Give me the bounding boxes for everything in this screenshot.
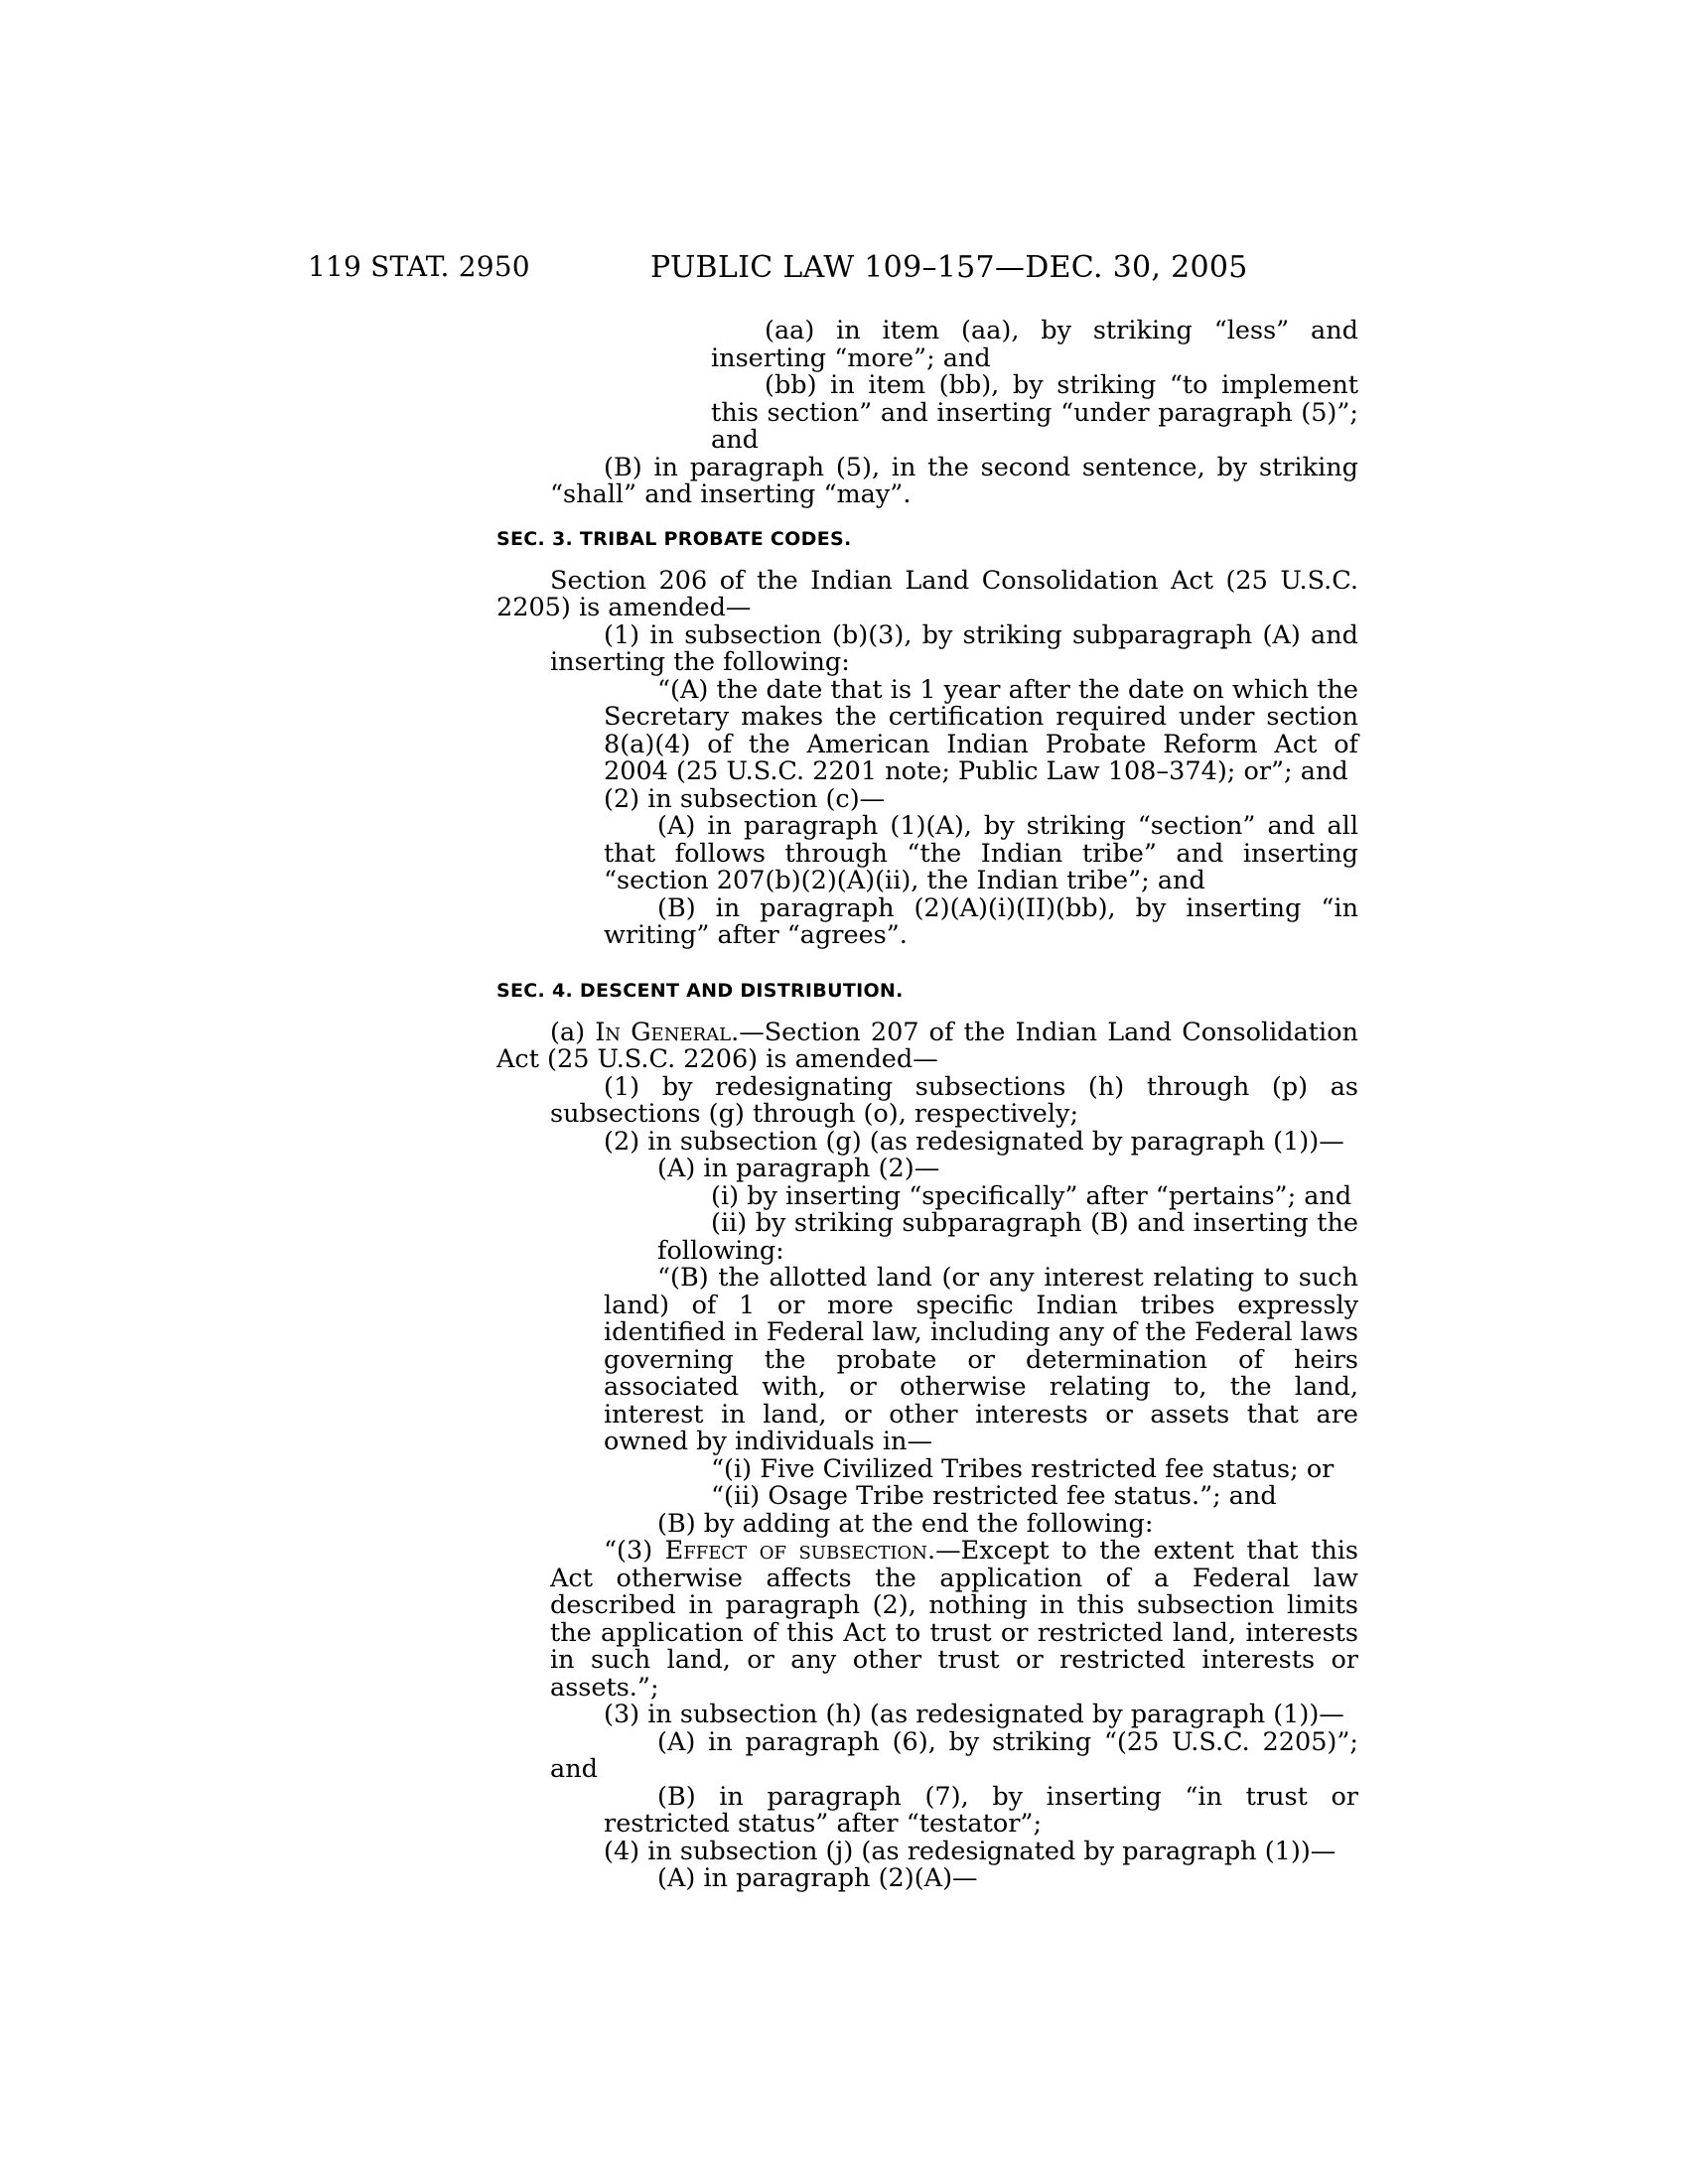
sec4-quoted-i: “(i) Five Civilized Tribes restricted fee status; or <box>711 1453 1335 1484</box>
sec4-para-2: (2) in subsection (g) (as redesignated by paragraph (1))— <box>604 1126 1344 1157</box>
sec3-para-1: (1) in subsection (b)(3), by striking subparagraph (A) and inserting the following: <box>550 619 1358 677</box>
sec4-para-1: (1) by redesignating subsections (h) through (p) as subsections (g) through (o), respectively; <box>550 1071 1358 1129</box>
section-3 <box>496 526 1358 950</box>
sec4-clause-ii: (ii) by striking subparagraph (B) and inserting the following: <box>657 1208 1358 1266</box>
running-head: PUBLIC LAW 109–157—DEC. 30, 2005 <box>650 250 1248 285</box>
continuation-block <box>496 318 1358 509</box>
section-4-heading: SEC. 4. DESCENT AND DISTRIBUTION. <box>496 980 904 1002</box>
sec3-para-2: (2) in subsection (c)— <box>604 783 886 814</box>
sec3-sub-b: (B) in paragraph (2)(A)(i)(II)(bb), by inserting “in writing” after “agrees”. <box>604 892 1358 950</box>
sec4-p3-caption: Effect of subsection. <box>664 1536 936 1566</box>
stat-page-number: 119 STAT. 2950 <box>308 250 530 283</box>
sec4-quoted-b: “(B) the allotted land (or any interest relating to such land) of 1 or more specific Indian tribes expressly identified in Federal law, including any of the Federal laws governing the probate or determination of heirs associated with, or otherwise relating to, the land, interest in land, or other interests or assets that are owned by individuals in— <box>604 1263 1358 1456</box>
sec3-quoted-a: “(A) the date that is 1 year after the date on which the Secretary makes the certification required under section 8(a)(4) of the American Indian Probate Reform Act of 2004 (25 U.S.C. 2201 note; Public Law 108–374); or”; and <box>604 674 1358 786</box>
item-aa: (aa) in item (aa), by striking “less” and inserting “more”; and <box>711 316 1358 373</box>
item-bb: (bb) in item (bb), by striking “to implement this section” and inserting “under paragraph (5)”; and <box>711 370 1358 455</box>
sec4-subsection-a: (a) In General.—Section 207 of the Indian Land Consolidation Act (25 U.S.C. 2206) is amended— <box>496 1017 1358 1074</box>
sec4-para-3: (3) in subsection (h) (as redesignated by paragraph (1))— <box>604 1700 1344 1729</box>
sec4-quoted-ii: “(ii) Osage Tribe restricted fee status.”; and <box>711 1481 1277 1511</box>
sec4-a-text: —Section 207 of the Indian Land Consolidation Act (25 U.S.C. 2206) is amended— <box>496 1017 1358 1074</box>
sec4-para-3-b: (B) in paragraph (7), by inserting “in trust or restricted status” after “testator”; <box>604 1781 1358 1839</box>
sec4-p3-text: —Except to the extent that this Act otherwise affects the application of a Federal law described in paragraph (2), nothing in this subsection limits the application of this Act to trust or restricted land, interests in such land, or any other trust or restricted interests or assets.”; <box>550 1536 1359 1703</box>
sec3-sub-a: (A) in paragraph (1)(A), by striking “section” and all that follows through “the Indian tribe” and inserting “section 207(b)(2)(A)(ii), the Indian tribe”; and <box>604 811 1358 895</box>
subparagraph-b: (B) in paragraph (5), in the second sentence, by striking “shall” and inserting “may”. <box>550 452 1358 509</box>
sec4-para-2-b: (B) by adding at the end the following: <box>657 1508 1154 1539</box>
sec4-para-2-a: (A) in paragraph (2)— <box>657 1154 940 1183</box>
section-4 <box>496 978 1358 1893</box>
sec3-intro: Section 206 of the Indian Land Consolidation Act (25 U.S.C. 2205) is amended— <box>496 565 1358 622</box>
sec4-para-4: (4) in subsection (j) (as redesignated by paragraph (1))— <box>604 1836 1336 1866</box>
sec4-a-caption: In General. <box>595 1017 740 1047</box>
sec4-para-3-a: (A) in paragraph (6), by striking “(25 U.S.C. 2205)”; and <box>550 1726 1358 1784</box>
section-3-heading: SEC. 3. TRIBAL PROBATE CODES. <box>496 528 852 550</box>
sec4-quoted-3: “(3) Effect of subsection.—Except to the extent that this Act otherwise affects the application of a Federal law described in paragraph (2), nothing in this subsection limits the application of this Act to trust or restricted land, interests in such land, or any other trust or restricted interests or assets.”; <box>550 1536 1359 1703</box>
sec4-clause-i: (i) by inserting “specifically” after “pertains”; and <box>711 1180 1352 1211</box>
sec4-para-4-a: (A) in paragraph (2)(A)— <box>657 1863 978 1893</box>
